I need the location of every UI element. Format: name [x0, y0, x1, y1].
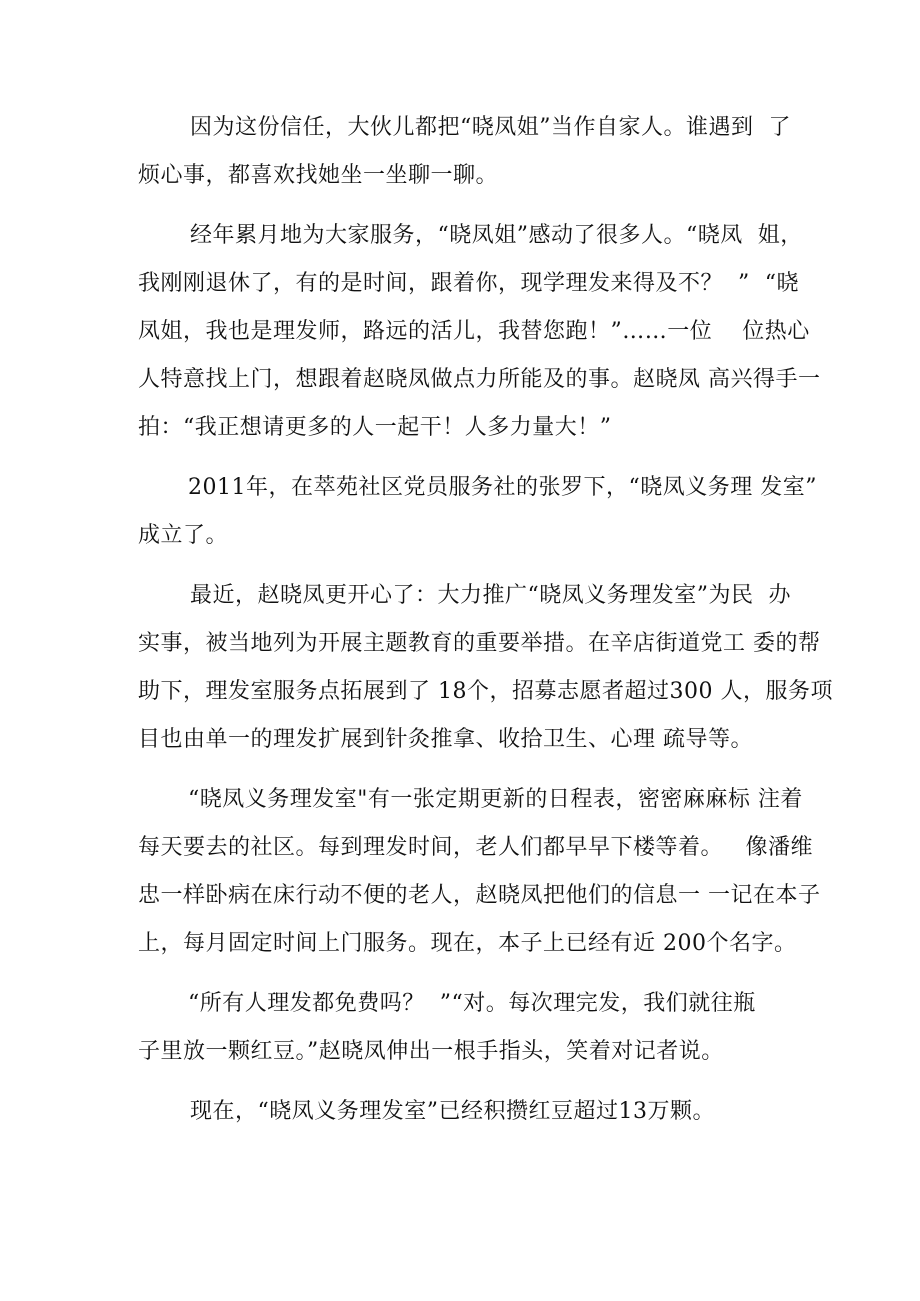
- text-line: 我刚刚退休了，有的是时间，跟着你，现学理发来得及不？ ” “晓: [138, 271, 799, 296]
- text-line: 上，每月固定时间上门服务。现在，本子上已经有近 200个名字。: [138, 931, 797, 956]
- text-line: “晓凤义务理发室"有一张定期更新的日程表，密密麻麻标 注着: [188, 787, 803, 812]
- text-line: “所有人理发都免费吗？ ”“对。每次理完发，我们就往瓶: [188, 991, 756, 1016]
- text-line: 烦心事，都喜欢找她坐一坐聊一聊。: [138, 163, 499, 188]
- text-line: 拍：“我正想请更多的人一起干！人多力量大！”: [138, 415, 612, 440]
- text-line: 实事，被当地列为开展主题教育的重要举措。在辛店街道党工 委的帮: [138, 631, 821, 656]
- text-line: 成立了。: [138, 523, 229, 548]
- text-line: 子里放一颗红豆。”赵晓凤伸出一根手指头，笑着对记者说。: [138, 1039, 724, 1064]
- text-line: 现在，“晓凤义务理发室”已经积攒红豆超过13万颗。: [190, 1099, 715, 1124]
- text-line: 凤姐，我也是理发师，路远的活儿，我替您跑！”……一位 位热心: [138, 319, 810, 344]
- text-line: 因为这份信任，大伙儿都把“晓凤姐”当作自家人。谁遇到 了: [190, 115, 791, 140]
- text-line: 经年累月地为大家服务，“晓凤姐”感动了很多人。“晓凤 姐，: [190, 223, 803, 248]
- text-line: 忠一样卧病在床行动不便的老人，赵晓凤把他们的信息一 一记在本子: [138, 883, 821, 908]
- text-line: 2011年，在萃苑社区党员服务社的张罗下，“晓凤义务理 发室”: [188, 475, 817, 500]
- text-line: 人特意找上门，想跟着赵晓凤做点力所能及的事。赵晓凤 高兴得手一: [138, 367, 821, 392]
- text-line: 助下，理发室服务点拓展到了 18个，招募志愿者超过300 人，服务项: [138, 679, 833, 704]
- text-line: 最近，赵晓凤更开心了：大力推广“晓凤义务理发室”为民 办: [190, 583, 791, 608]
- text-line: 目也由单一的理发扩展到针灸推拿、收拾卫生、心理 疏导等。: [138, 727, 753, 752]
- text-line: 每天要去的社区。每到理发时间，老人们都早早下楼等着。 像潘维: [138, 835, 813, 860]
